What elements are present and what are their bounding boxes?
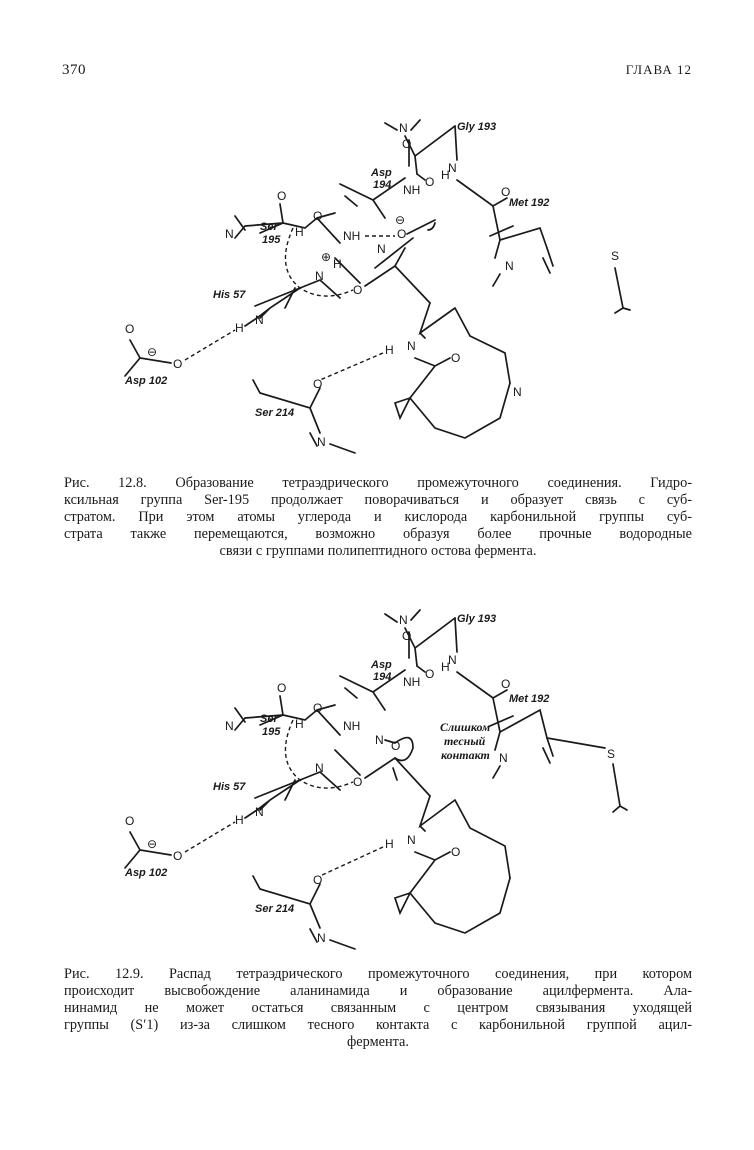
figure-12-9-caption	[64, 966, 692, 1051]
atom-o: O	[173, 849, 183, 863]
atom-n: N	[317, 435, 326, 449]
atom-n: N	[399, 613, 408, 627]
caption-line: Рис. 12.9. Распад тетраэдрического промежуточного соединения, при котором	[64, 966, 692, 982]
label-gly193: Gly 193	[457, 121, 497, 133]
atom-o: O	[402, 137, 412, 151]
caption-line: стратом. При этом атомы углерода и кислорода карбонильной группы суб-	[64, 509, 692, 525]
label-asp194-num: 194	[373, 671, 392, 683]
atom-h: H	[385, 343, 394, 357]
label-met192: Met 192	[509, 693, 550, 705]
atom-n: N	[407, 833, 416, 847]
atom-n: N	[505, 259, 514, 273]
atom-o: O	[425, 175, 435, 189]
label-asp194: Asp	[371, 167, 392, 179]
atom-nh: NH	[343, 719, 361, 733]
atom-o: O	[277, 189, 287, 203]
label-asp102: Asp 102	[125, 375, 168, 387]
atom-o: O	[313, 377, 323, 391]
atom-o: O	[451, 845, 461, 859]
caption-line: Рис. 12.8. Образование тетраэдрического промежуточного соединения. Гидро-	[64, 475, 692, 491]
caption-line: связи с группами полипептидного остова фермента.	[219, 543, 537, 559]
contact-note-line3: контакт	[441, 748, 490, 762]
label-his57: His 57	[213, 781, 246, 793]
atom-n: N	[225, 719, 234, 733]
figure-12-8-diagram	[95, 108, 685, 463]
atom-n: N	[513, 385, 522, 399]
atom-n: N	[399, 121, 408, 135]
atom-nh: NH	[403, 675, 421, 689]
atom-o: O	[313, 873, 323, 887]
label-gly193: Gly 193	[457, 613, 497, 625]
atom-n: N	[317, 931, 326, 945]
atom-o: O	[125, 322, 135, 336]
atom-n: N	[377, 242, 386, 256]
chapter-title: ГЛАВА 12	[625, 62, 692, 77]
figure-12-9-diagram	[95, 598, 685, 960]
atom-o: O	[397, 227, 407, 241]
atom-h: H	[333, 257, 342, 271]
atom-o: O	[501, 677, 511, 691]
atom-n: N	[375, 733, 384, 747]
atom-h: H	[295, 225, 304, 239]
figure-12-9-svg	[95, 598, 685, 960]
caption-line: ксильная группа Ser-195 продолжает поворачиваться и образует связь с суб-	[64, 492, 692, 508]
label-s: S	[611, 249, 620, 263]
caption-line: нинамид не может остаться связанным с центром связывания уходящей	[64, 1000, 692, 1016]
label-ser195: Ser	[260, 221, 278, 233]
contact-note-line2: тесный	[444, 734, 486, 748]
label-ser195-num: 195	[262, 234, 281, 246]
label-s: S	[607, 747, 616, 761]
atom-h: H	[295, 717, 304, 731]
label-ser195-num: 195	[262, 726, 281, 738]
figure-12-8-caption	[64, 475, 692, 560]
atom-n: N	[255, 805, 264, 819]
contact-note-line1: Слишком	[440, 720, 491, 734]
caption-line: фермента.	[347, 1034, 409, 1050]
atom-n: N	[499, 751, 508, 765]
atom-n: N	[448, 161, 457, 175]
charge-minus: ⊖	[147, 345, 158, 359]
label-his57: His 57	[213, 289, 246, 301]
label-ser195: Ser	[260, 713, 278, 725]
label-asp194-num: 194	[373, 179, 392, 191]
atom-h: H	[235, 321, 244, 335]
atom-n: N	[448, 653, 457, 667]
atom-o: O	[425, 667, 435, 681]
atom-o: O	[391, 739, 401, 753]
charge-minus: ⊖	[395, 213, 406, 227]
atom-n: N	[315, 269, 324, 283]
atom-n: N	[315, 761, 324, 775]
figure-12-8-svg	[95, 108, 685, 463]
label-asp102: Asp 102	[125, 867, 168, 879]
atom-n: N	[225, 227, 234, 241]
atom-h: H	[235, 813, 244, 827]
atom-o: O	[173, 357, 183, 371]
charge-plus: ⊕	[321, 250, 332, 264]
atom-o: O	[277, 681, 287, 695]
label-ser214: Ser 214	[255, 903, 295, 915]
atom-n: N	[255, 313, 264, 327]
atom-o: O	[501, 185, 511, 199]
atom-h: H	[441, 660, 450, 674]
atom-h: H	[385, 837, 394, 851]
caption-line: группы (S′1) из-за слишком тесного контакта с карбонильной группой ацил-	[64, 1017, 692, 1033]
charge-minus: ⊖	[147, 837, 158, 851]
atom-o: O	[353, 775, 363, 789]
atom-o: O	[451, 351, 461, 365]
caption-line: страта также перемещаются, возможно образуя более прочные водородные	[64, 526, 692, 542]
page-header	[62, 62, 692, 84]
atom-o: O	[402, 629, 412, 643]
atom-o: O	[125, 814, 135, 828]
label-ser214: Ser 214	[255, 407, 295, 419]
atom-nh: NH	[343, 229, 361, 243]
atom-o: O	[313, 209, 323, 223]
page-number: 370	[62, 62, 86, 78]
atom-o: O	[353, 283, 363, 297]
atom-o: O	[313, 701, 323, 715]
atom-nh: NH	[403, 183, 421, 197]
label-asp194: Asp	[371, 659, 392, 671]
label-met192: Met 192	[509, 197, 550, 209]
atom-h: H	[441, 168, 450, 182]
atom-n: N	[407, 339, 416, 353]
caption-line: происходит высвобождение аланинамида и образование ацилфермента. Ала-	[64, 983, 692, 999]
